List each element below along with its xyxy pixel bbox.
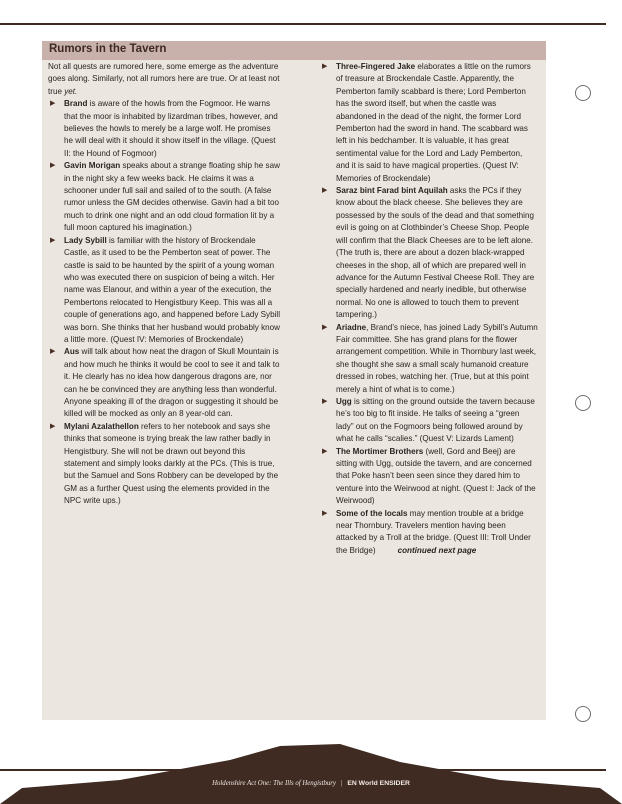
npc-name: The Mortimer Brothers	[336, 446, 424, 456]
page-footer	[0, 780, 622, 787]
rumor-text: may mention trouble at a bridge near Thornbury. Travelers mention having been attacked by a Troll at the bridge. (Quest III: Troll Under the Bridge)	[336, 508, 531, 555]
rumor-text: is familiar with the history of Brockendale Castle, as it used to be the Pemberton seat of power. The castle is said to be haunted by the spirit of a young woman who was executed there on suspicion of being a witch. Her name was Elanour, and within a year of the execution, the Pembertons relocated to Hengistbury Keep. This was all a couple of generations ago, and happened before Lady Sybill was born. She thinks that her husband would probably know a little more. (Quest IV: Memories of Brockendale)	[64, 235, 280, 344]
triangle-bullet-icon: ▶	[322, 63, 328, 70]
npc-name: Aus	[64, 347, 80, 357]
rumor-text: elaborates a little on the rumors of treasure at Brockendale Castle. Apparently, the Pemberton family scabbard is there; Lord Pemberton has the sword itself, but when the castle was abandoned in the dead of the night, the former Lord Pemberton had the sword in hand. The scabbard was left in his bedchamber. It is valuable, it has great sentimental value for the Lord and Lady Pemberton, and it is said to have magical properties. (Quest IV: Memories of Brockendale)	[336, 62, 531, 183]
footer-magazine: EN World ENSIDER	[347, 780, 410, 787]
sidebar-title: Rumors in the Tavern	[49, 43, 167, 55]
rumor-text: refers to her notebook and says she thinks that someone is trying break the law rather badly in Hengistbury. She will not be drawn out beyond this statement and simply looks darkly at the PCs. (This is true, but the Samuel and Sons Robbery can be developed by the GM as a further Quest using the elements provided in the NPC write ups.)	[64, 421, 279, 506]
rumor-text: (well, Gord and Beej) are sitting with Ugg, outside the tavern, and are concerned that Poke hasn’t been seen since they dared him to venture into the Weirwood at night. (Quest I: Jack of the Weirwood)	[336, 446, 536, 506]
triangle-bullet-icon: ▶	[50, 100, 56, 108]
npc-name: Gavin Morigan	[64, 161, 121, 171]
rumor-item	[48, 235, 280, 347]
npc-name: Mylani Azalathellon	[64, 421, 139, 431]
npc-name: Lady Sybill	[64, 235, 107, 245]
triangle-bullet-icon: ▶	[322, 323, 328, 331]
triangle-bullet-icon: ▶	[50, 162, 56, 170]
rumor-text: asks the PCs if they know about the black cheese. She believes they are possessed by the souls of the dead and that something evil is going on at Clothbinder’s Cheese Shop. People will confirm that the Black Cheeses are to be left alone. (The truth is, there are about a dozen black-wrapped cheeses in the shop, all of which are prepared well in advance for the Autumn Festival Cheese Roll. They are specially hardened and nearly inedible, but otherwise normal. No one is allowed to touch them to prevent tampering.)	[336, 186, 535, 320]
footer-separator: |	[340, 780, 343, 787]
left-column	[48, 61, 280, 508]
rumor-item	[48, 421, 280, 508]
rumor-item	[48, 160, 280, 234]
triangle-bullet-icon: ▶	[322, 447, 328, 455]
rumor-text: is aware of the howls from the Fogmoor. He warns that the moor is inhabited by lizardman tribes, however, and believes the howls to merely be a large wolf. He promises he will deal with it should it show itself in the village. (Quest II: the Hound of Fogmoor)	[64, 99, 278, 158]
triangle-bullet-icon: ▶	[322, 509, 328, 517]
rumor-item	[320, 508, 538, 558]
npc-name: Some of the locals	[336, 508, 408, 518]
rumor-item	[48, 98, 280, 160]
rumor-list-right	[320, 61, 538, 557]
npc-name: Saraz bint Farad bint Aquilah	[336, 186, 448, 196]
binder-hole-icon	[575, 395, 591, 411]
intro-emphasis: yet.	[64, 86, 78, 96]
triangle-bullet-icon: ▶	[322, 397, 328, 405]
rumor-item	[320, 322, 538, 396]
triangle-bullet-icon: ▶	[50, 348, 56, 356]
footer-band	[0, 740, 622, 804]
rumor-item	[48, 346, 280, 420]
intro-paragraph	[48, 61, 280, 98]
rumor-text: will talk about how neat the dragon of Skull Mountain is and how much he thinks it would be cool to see it and talk to it. He clearly has no idea how dangerous dragons are, nor can he be convinced they are anything less than wonderful. Anyone speaking ill of the dragon or suggesting it should be killed will be mocked as only an 8 year-old can.	[64, 347, 280, 419]
rumor-item	[320, 446, 538, 508]
binder-hole-icon	[575, 706, 591, 722]
npc-name: Brand	[64, 99, 88, 109]
rumor-text: is sitting on the ground outside the tavern because he’s too big to fit inside. He talks of seeing a “green lady” out on the Fogmoors being followed around by what he calls “scalies.” (Quest V: Lizards Lament)	[336, 396, 535, 444]
triangle-bullet-icon: ▶	[50, 236, 56, 244]
triangle-bullet-icon: ▶	[322, 187, 328, 195]
rumors-sidebar	[42, 41, 546, 720]
footer-book-title: Holdenshire Act One: The Ills of Hengistbury	[212, 780, 336, 787]
rumor-item	[320, 61, 538, 185]
sidebar-title-bar	[42, 41, 546, 60]
rumor-item	[320, 396, 538, 446]
triangle-bullet-icon: ▶	[50, 422, 56, 430]
continued-note: continued next page	[397, 545, 477, 555]
npc-name: Three-Fingered Jake	[336, 62, 416, 71]
right-column	[320, 61, 538, 557]
rumor-text: , Brand’s niece, has joined Lady Sybill’s Autumn Fair committee. She has grand plans for the flower arrangement competition. While in Thornbury last week, she thought she saw a small scaly humanoid creature dressed in robes, watching her. (True, but at this point merely a hint of what is to come.)	[336, 322, 538, 394]
rumor-text: speaks about a strange floating ship he saw in the night sky a few weeks back. He claims it was a schooner under full sail and sailed of to the south. (A false rumor unless the GM decides otherwise. Gavin had a bit too much to drink one night and an odd cloud formation lit by a full moon captured his imagination.)	[64, 161, 280, 233]
npc-name: Ariadne	[336, 322, 367, 332]
top-divider-rule	[0, 23, 606, 25]
rumor-list-left	[48, 98, 280, 507]
npc-name: Ugg	[336, 396, 352, 406]
binder-hole-icon	[575, 85, 591, 101]
rumor-item	[320, 185, 538, 321]
intro-text: Not all quests are rumored here, some emerge as the adventure goes along. Similarly, not all rumors here are true. Or at least not true	[48, 62, 280, 96]
